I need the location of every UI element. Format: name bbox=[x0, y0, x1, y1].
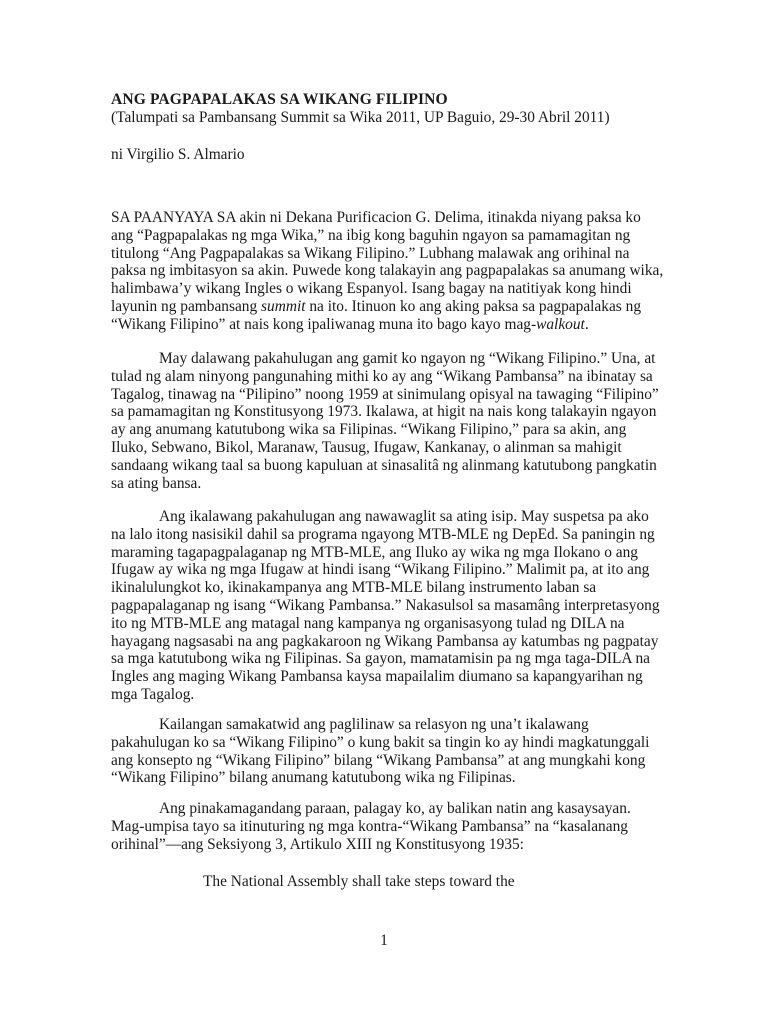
paragraph-5 bbox=[111, 800, 671, 853]
paragraph-3 bbox=[111, 508, 671, 704]
paragraph-line: sandaang wikang taal sa buong kapuluan at sinasalitâ ng alinmang katutubong pangkatin bbox=[111, 456, 657, 474]
paragraph-line: ang “Pagpapalakas ng mga Wika,” na ibig kong baguhin ngayon sa pamamagitan ng bbox=[111, 226, 631, 244]
paragraph-line: Ifugaw ay wika ng mga Ifugaw at hindi isang “Wikang Filipino.” Malimit pa, at ito ang bbox=[111, 561, 650, 579]
paragraph-line: hayagang nagsasabi na ang pagkakaroon ng Wikang Pambansa ay katumbas ng pagpatay bbox=[111, 632, 659, 650]
document-subtitle: (Talumpati sa Pambansang Summit sa Wika 2011, UP Baguio, 29-30 Abril 2011) bbox=[111, 109, 610, 126]
paragraph-line: “Wikang Filipino” bilang anumang katutubong wika ng Filipinas. bbox=[111, 769, 516, 787]
paragraph-line: Iluko, Sebwano, Bikol, Maranaw, Tausug, Ifugaw, Kankanay, o alinman sa mahigit bbox=[111, 438, 622, 456]
text-run: . bbox=[584, 315, 589, 333]
paragraph-line: halimbawa’y wikang Ingles o wikang Espanyol. Isang bagay na natitiyak kong hindi bbox=[111, 280, 632, 298]
italic-term: walkout bbox=[536, 315, 585, 333]
page-number: 1 bbox=[380, 932, 388, 949]
text-run: “Wikang Filipino” at nais kong ipaliwanag muna ito bago kayo mag- bbox=[111, 315, 537, 333]
paragraph-1 bbox=[111, 209, 671, 334]
paragraph-line: Ang ikalawang pakahulugan ang nawawaglit sa ating isip. May suspetsa pa ako bbox=[159, 508, 649, 525]
paragraph-line: Ingles ang maging Wikang Pambansa kaysa mapailalim diumano sa kapangyarihan ng bbox=[111, 668, 643, 686]
paragraph-line: ito ng MTB-MLE ang matagal nang kampanya ng organisasyong tulad ng DILA na bbox=[111, 614, 625, 632]
paragraph-line: Mag-umpisa tayo sa itinuturing ng mga kontra-“Wikang Pambansa” na “kasalanang bbox=[111, 817, 628, 835]
paragraph-line: ang konsepto ng “Wikang Filipino” bilang “Wikang Pambansa” at ang mungkahi kong bbox=[111, 751, 646, 769]
paragraph-4 bbox=[111, 716, 671, 787]
paragraph-line: paksa ng imbitasyon sa akin. Puwede kong talakayin ang pagpapalakas sa anumang wika, bbox=[111, 262, 664, 280]
paragraph-line: titulong “Ang Pagpapalakas sa Wikang Filipino.” Lubhang malawak ang orihinal na bbox=[111, 244, 630, 262]
text-run: na ito. Itinuon ko ang aking paksa sa pagpapalakas ng bbox=[305, 297, 642, 315]
paragraph-line: Kailangan samakatwid ang paglilinaw sa relasyon ng una’t ikalawang bbox=[159, 716, 589, 733]
paragraph-line: Ang pinakamagandang paraan, palagay ko, ay balikan natin ang kasaysayan. bbox=[159, 800, 631, 817]
block-quote: The National Assembly shall take steps toward the bbox=[203, 873, 515, 890]
paragraph-line: orihinal”—ang Seksiyong 3, Artikulo XIII ng Konstitusyong 1935: bbox=[111, 835, 524, 853]
paragraph-line: pakahulugan ko sa “Wikang Filipino” o kung bakit sa tingin ko ay hindi magkatunggali bbox=[111, 733, 650, 751]
paragraph-line: ikinalulungkot ko, ikinakampanya ang MTB-MLE bilang instrumento laban sa bbox=[111, 579, 597, 597]
paragraph-line: sa ating bansa. bbox=[111, 474, 202, 492]
text-run: layunin ng pambansang bbox=[111, 297, 262, 315]
italic-term: summit bbox=[261, 297, 306, 315]
paragraph-line: ay ang anumang katutubong wika sa Filipinas. “Wikang Filipino,” para sa akin, ang bbox=[111, 421, 627, 439]
paragraph-line: May dalawang pakahulugan ang gamit ko ngayon ng “Wikang Filipino.” Una, at bbox=[159, 350, 656, 367]
paragraph-line: sa mga katutubong wika ng Filipinas. Sa gayon, mamatamisin pa ng mga taga-DILA na bbox=[111, 650, 650, 668]
paragraph-line bbox=[111, 316, 671, 334]
paragraph-line: pagpapalaganap ng isang “Wikang Pambansa.” Nakasulsol sa masamâng interpretasyong bbox=[111, 596, 660, 614]
paragraph-line: sa pamamagitan ng Konstitusyong 1973. Ikalawa, at higit na nais kong talakayin ngayon bbox=[111, 403, 657, 421]
paragraph-line: tulad ng alam ninyong pangunahing mithi ko ay ang “Wikang Pambansa” na ibinatay sa bbox=[111, 367, 653, 385]
document-title: ANG PAGPAPALAKAS SA WIKANG FILIPINO bbox=[111, 91, 448, 108]
paragraph-line: Tagalog, tinawag na “Pilipino” noong 1959 at sinimulang opisyal na tawaging “Filipino” bbox=[111, 385, 659, 403]
paragraph-line: maraming tagapagpalaganap ng MTB-MLE, ang Iluko ay wika ng mga Ilokano o ang bbox=[111, 543, 638, 561]
paragraph-line bbox=[111, 298, 671, 316]
paragraph-line: mga Tagalog. bbox=[111, 685, 195, 703]
paragraph-line: na lalo itong nasisikil dahil sa programa ngayong MTB-MLE ng DepEd. Sa paningin ng bbox=[111, 525, 655, 543]
author-byline: ni Virgilio S. Almario bbox=[111, 146, 245, 163]
paragraph-2 bbox=[111, 350, 671, 492]
paragraph-line: SA PAANYAYA SA akin ni Dekana Purificacion G. Delima, itinakda niyang paksa ko bbox=[111, 209, 641, 226]
